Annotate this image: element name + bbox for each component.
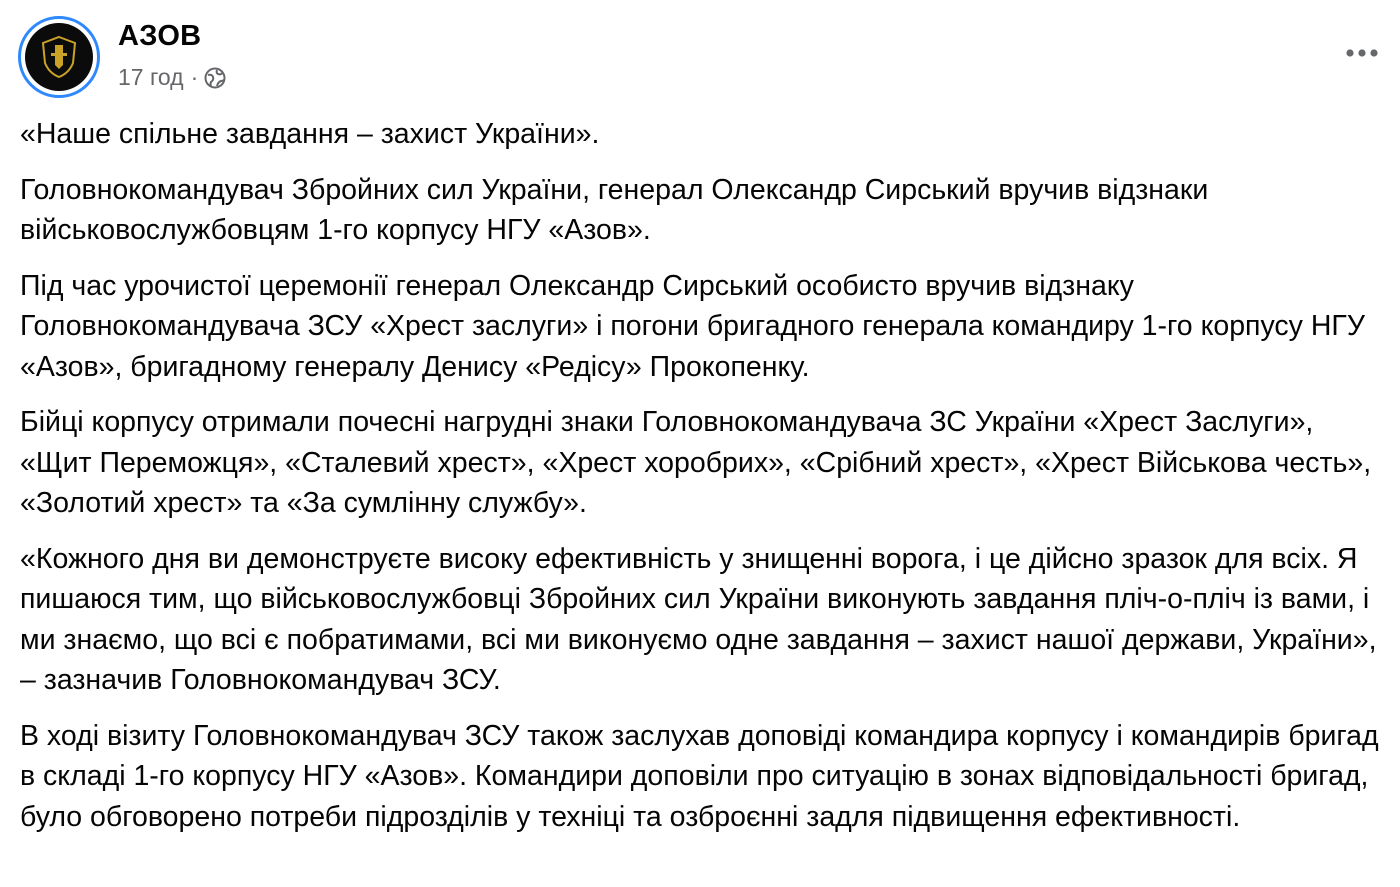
post-body xyxy=(20,114,1390,852)
post-paragraph: «Кожного дня ви демонструєте високу ефективність у знищенні ворога, і це дійсно зразок для всіх. Я пишаюся тим, що військовослужбовці Збройних сил України виконують завдання пліч-о-пліч із вами, і ми знаємо, що всі є побратимами, всі ми виконуємо одне завдання – захист нашої держави, України», – зазначив Головнокомандувач ЗСУ. xyxy=(20,542,1377,696)
post-paragraph: Головнокомандувач Збройних сил України, генерал Олександр Сирський вручив відзнаки військовослужбовцям 1-го корпусу НГУ «Азов». xyxy=(20,173,1209,246)
post-meta xyxy=(118,64,226,91)
avatar[interactable] xyxy=(18,16,100,98)
globe-icon[interactable] xyxy=(204,67,226,89)
meta-separator: · xyxy=(190,64,199,90)
page-name[interactable]: АЗОВ xyxy=(118,20,202,52)
azov-emblem-icon xyxy=(25,23,93,91)
post-time[interactable]: 17 год xyxy=(118,64,184,90)
more-options-button[interactable] xyxy=(1340,36,1384,72)
post-paragraph: В ході візиту Головнокомандувач ЗСУ також заслухав доповіді командира корпусу і командирів бригад в складі 1-го корпусу НГУ «Азов». Командири доповіли про ситуацію в зонах відповідальності бригад, було обговорено потреби підрозділів у техніці та озброєнні задля підвищення ефективності. xyxy=(20,719,1379,833)
post-paragraph: Бійці корпусу отримали почесні нагрудні знаки Головнокомандувача ЗС України «Хрест Заслуги», «Щит Переможця», «Сталевий хрест», «Хрест хоробрих», «Срібний хрест», «Хрест Військова честь», «Золотий хрест» та «За сумлінну службу». xyxy=(20,406,1372,519)
post-paragraph: Під час урочистої церемонії генерал Олександр Сирський особисто вручив відзнаку Головнокомандувача ЗСУ «Хрест заслуги» і погони бригадного генерала командиру 1-го корпусу НГУ «Азов», бригадному генералу Денису «Редісу» Прокопенку. xyxy=(20,269,1365,383)
more-options-icon xyxy=(1345,45,1379,63)
post-paragraph: «Наше спільне завдання – захист України». xyxy=(20,118,600,150)
post-header xyxy=(18,14,1388,104)
